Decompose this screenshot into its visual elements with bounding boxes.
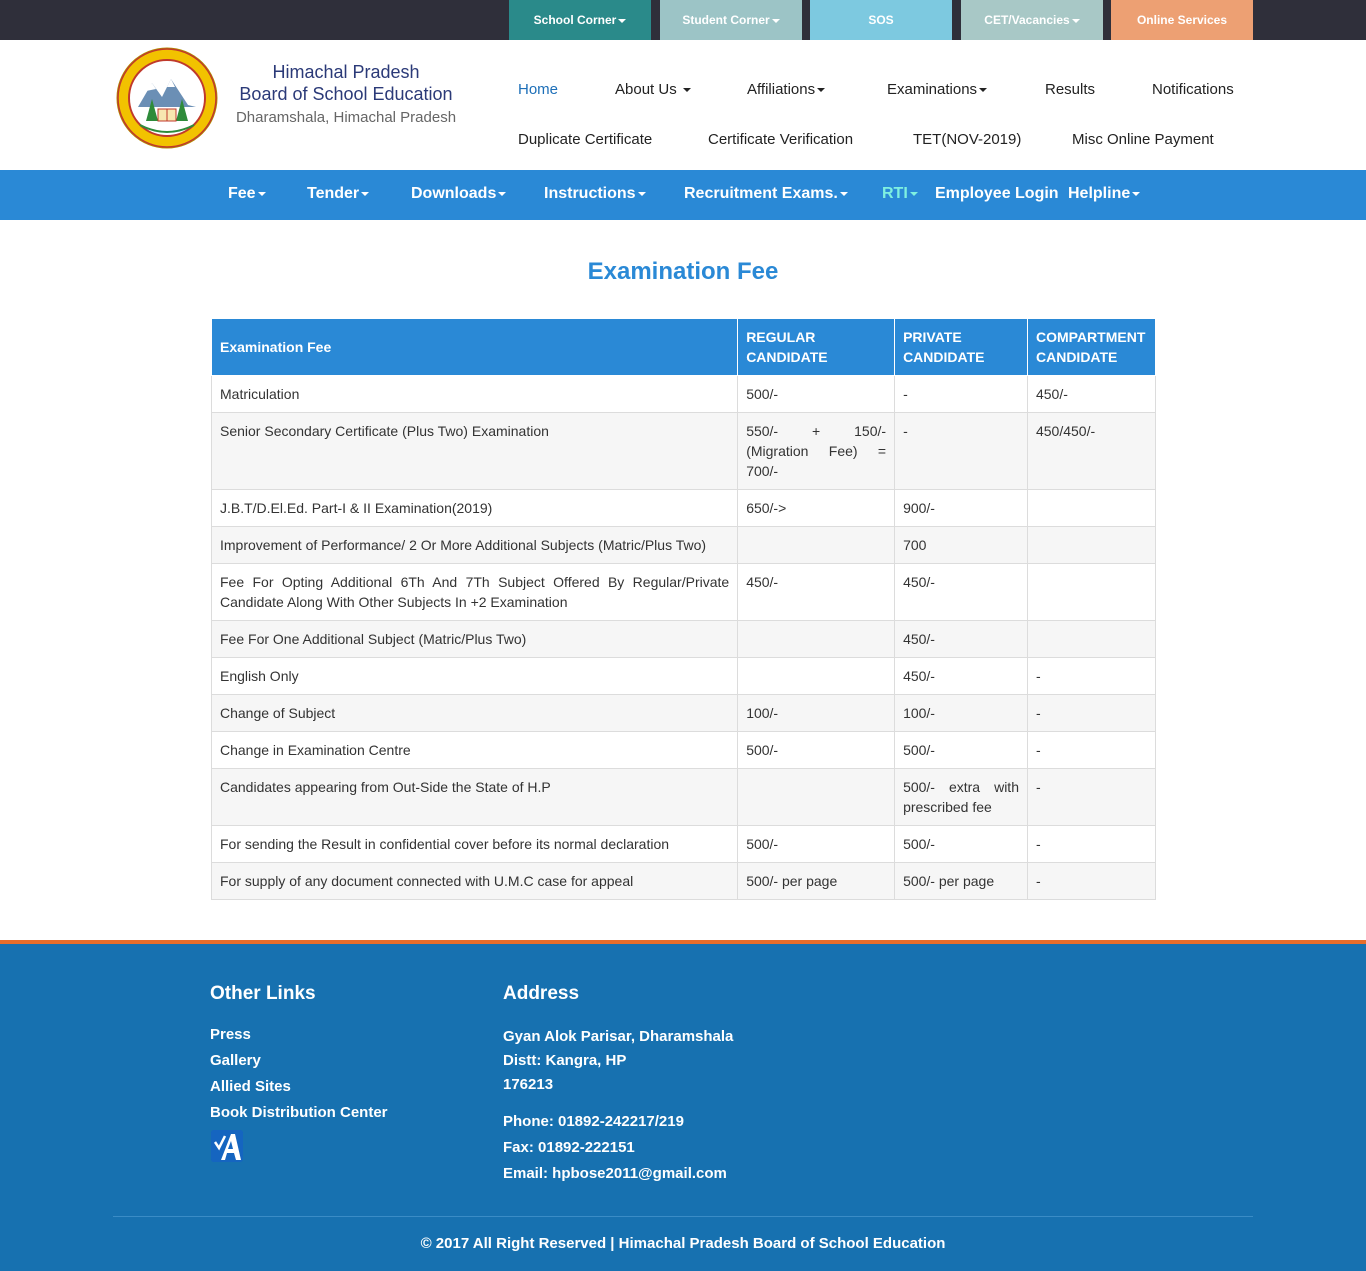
table-cell: Fee For One Additional Subject (Matric/Plus Two) xyxy=(212,621,738,658)
address-line: Gyan Alok Parisar, Dharamshala xyxy=(503,1028,734,1045)
table-cell: 500/- extra with prescribed fee xyxy=(895,769,1028,826)
table-cell: - xyxy=(1027,769,1155,826)
table-cell: - xyxy=(1027,658,1155,695)
table-cell: Improvement of Performance/ 2 Or More Additional Subjects (Matric/Plus Two) xyxy=(212,527,738,564)
table-row xyxy=(212,732,1156,769)
table-cell: Senior Secondary Certificate (Plus Two) Examination xyxy=(212,413,738,490)
caret-down-icon xyxy=(817,88,825,92)
caret-down-icon xyxy=(683,88,691,92)
table-cell: 100/- xyxy=(895,695,1028,732)
address-line: 176213 xyxy=(503,1076,554,1093)
table-cell: 450/- xyxy=(895,621,1028,658)
table-row xyxy=(212,621,1156,658)
table-cell: 100/- xyxy=(738,695,895,732)
caret-down-icon xyxy=(618,19,626,23)
table-cell: Candidates appearing from Out-Side the State of H.P xyxy=(212,769,738,826)
column-header: REGULAR CANDIDATE xyxy=(738,319,895,376)
table-cell: 500/- xyxy=(895,826,1028,863)
caret-down-icon xyxy=(910,192,918,196)
table-cell xyxy=(738,621,895,658)
footer-link-allied-sites[interactable]: Allied Sites xyxy=(210,1078,291,1095)
table-cell: 500/- per page xyxy=(738,863,895,900)
subnav-recruitment-exams[interactable]: Recruitment Exams. xyxy=(684,185,848,203)
subnav-tender[interactable]: Tender xyxy=(307,185,369,203)
table-row xyxy=(212,527,1156,564)
nav-examinations[interactable]: Examinations xyxy=(887,81,987,98)
table-cell: For sending the Result in confidential cover before its normal declaration xyxy=(212,826,738,863)
table-cell: 900/- xyxy=(895,490,1028,527)
table-cell xyxy=(1027,527,1155,564)
table-cell: 500/- xyxy=(738,826,895,863)
table-cell xyxy=(738,769,895,826)
table-cell: Fee For Opting Additional 6Th And 7Th Subject Offered By Regular/Private Candidate Along With Other Subjects In +2 Examination xyxy=(212,564,738,621)
fax-text: Fax: 01892-222151 xyxy=(503,1139,635,1156)
nav-duplicate-certificate[interactable]: Duplicate Certificate xyxy=(518,131,653,148)
table-cell: 500/- xyxy=(738,376,895,413)
table-row xyxy=(212,564,1156,621)
student-corner-button[interactable]: Student Corner xyxy=(660,0,802,40)
org-location: Dharamshala, Himachal Pradesh xyxy=(235,109,457,126)
table-row xyxy=(212,826,1156,863)
copyright-text: © 2017 All Right Reserved | Himachal Pradesh Board of School Education xyxy=(420,1235,946,1252)
table-row xyxy=(212,413,1156,490)
table-cell: - xyxy=(1027,695,1155,732)
cet-vacancies-button[interactable]: CET/Vacancies xyxy=(961,0,1103,40)
subnav-instructions[interactable]: Instructions xyxy=(544,185,646,203)
footer-link-gallery[interactable]: Gallery xyxy=(210,1052,261,1069)
accessibility-a-icon[interactable] xyxy=(211,1130,243,1162)
org-name-line1: Himachal Pradesh xyxy=(272,62,420,82)
nav-certificate-verification[interactable]: Certificate Verification xyxy=(708,131,854,148)
caret-down-icon xyxy=(258,192,266,196)
table-cell: 650/-> xyxy=(738,490,895,527)
caret-down-icon xyxy=(1132,192,1140,196)
table-cell xyxy=(738,658,895,695)
table-row xyxy=(212,658,1156,695)
nav-home[interactable]: Home xyxy=(518,81,559,98)
table-cell xyxy=(738,527,895,564)
table-cell: - xyxy=(1027,826,1155,863)
nav-misc-online-payment[interactable]: Misc Online Payment xyxy=(1072,131,1214,148)
other-links-heading: Other Links xyxy=(210,983,316,1004)
caret-down-icon xyxy=(840,192,848,196)
table-cell: 500/- per page xyxy=(895,863,1028,900)
footer-link-press[interactable]: Press xyxy=(210,1026,251,1043)
nav-affiliations[interactable]: Affiliations xyxy=(747,81,825,98)
sos-button[interactable]: SOS xyxy=(810,0,952,40)
footer-divider xyxy=(113,1216,1253,1217)
table-cell xyxy=(1027,621,1155,658)
table-cell: English Only xyxy=(212,658,738,695)
nav-tet[interactable]: TET(NOV-2019) xyxy=(913,131,1022,148)
subnav-downloads[interactable]: Downloads xyxy=(411,185,506,203)
subnav-rti[interactable]: RTI xyxy=(882,185,918,203)
subnav-employee-login[interactable]: Employee Login xyxy=(935,185,1059,202)
table-cell: 450/- xyxy=(738,564,895,621)
table-header-row xyxy=(212,319,1156,376)
table-cell xyxy=(1027,490,1155,527)
top-utility-bar xyxy=(0,0,1366,40)
board-emblem-icon[interactable] xyxy=(116,47,218,149)
phone-text: Phone: 01892-242217/219 xyxy=(503,1113,684,1130)
table-row xyxy=(212,769,1156,826)
caret-down-icon xyxy=(772,19,780,23)
column-header: Examination Fee xyxy=(212,319,738,376)
caret-down-icon xyxy=(498,192,506,196)
org-name-line2: Board of School Education xyxy=(239,84,453,104)
caret-down-icon xyxy=(979,88,987,92)
address-line: Distt: Kangra, HP xyxy=(503,1052,627,1069)
table-row xyxy=(212,695,1156,732)
table-row xyxy=(212,376,1156,413)
address-heading: Address xyxy=(503,983,580,1004)
table-cell: - xyxy=(1027,732,1155,769)
nav-notifications[interactable]: Notifications xyxy=(1152,81,1234,98)
column-header: PRIVATE CANDIDATE xyxy=(895,319,1028,376)
footer xyxy=(0,944,1366,1271)
table-row xyxy=(212,863,1156,900)
footer-link-book-distribution[interactable]: Book Distribution Center xyxy=(210,1104,388,1121)
table-cell: 450/- xyxy=(1027,376,1155,413)
secondary-nav xyxy=(0,170,1366,220)
table-cell: For supply of any document connected with U.M.C case for appeal xyxy=(212,863,738,900)
email-text[interactable]: Email: hpbose2011@gmail.com xyxy=(503,1165,727,1182)
table-cell: 700 xyxy=(895,527,1028,564)
online-services-button[interactable]: Online Services xyxy=(1111,0,1253,40)
caret-down-icon xyxy=(638,192,646,196)
subnav-fee[interactable]: Fee xyxy=(228,185,266,203)
page-title: Examination Fee xyxy=(587,258,779,285)
table-cell: 550/- + 150/- (Migration Fee) = 700/- xyxy=(738,413,895,490)
table-cell: Matriculation xyxy=(212,376,738,413)
nav-about-us[interactable]: About Us xyxy=(615,81,691,98)
fee-table xyxy=(211,318,1156,900)
table-cell: - xyxy=(895,376,1028,413)
table-cell: - xyxy=(895,413,1028,490)
table-cell: Change in Examination Centre xyxy=(212,732,738,769)
caret-down-icon xyxy=(1072,19,1080,23)
table-cell: 500/- xyxy=(895,732,1028,769)
table-cell: - xyxy=(1027,863,1155,900)
column-header: COMPARTMENT CANDIDATE xyxy=(1027,319,1155,376)
table-cell: 450/450/- xyxy=(1027,413,1155,490)
table-cell: J.B.T/D.El.Ed. Part-I & II Examination(2019) xyxy=(212,490,738,527)
table-cell: 450/- xyxy=(895,564,1028,621)
subnav-helpline[interactable]: Helpline xyxy=(1068,185,1140,203)
caret-down-icon xyxy=(361,192,369,196)
table-cell: Change of Subject xyxy=(212,695,738,732)
nav-results[interactable]: Results xyxy=(1045,81,1096,98)
table-cell: 450/- xyxy=(895,658,1028,695)
table-cell xyxy=(1027,564,1155,621)
school-corner-button[interactable]: School Corner xyxy=(509,0,651,40)
table-row xyxy=(212,490,1156,527)
table-cell: 500/- xyxy=(738,732,895,769)
